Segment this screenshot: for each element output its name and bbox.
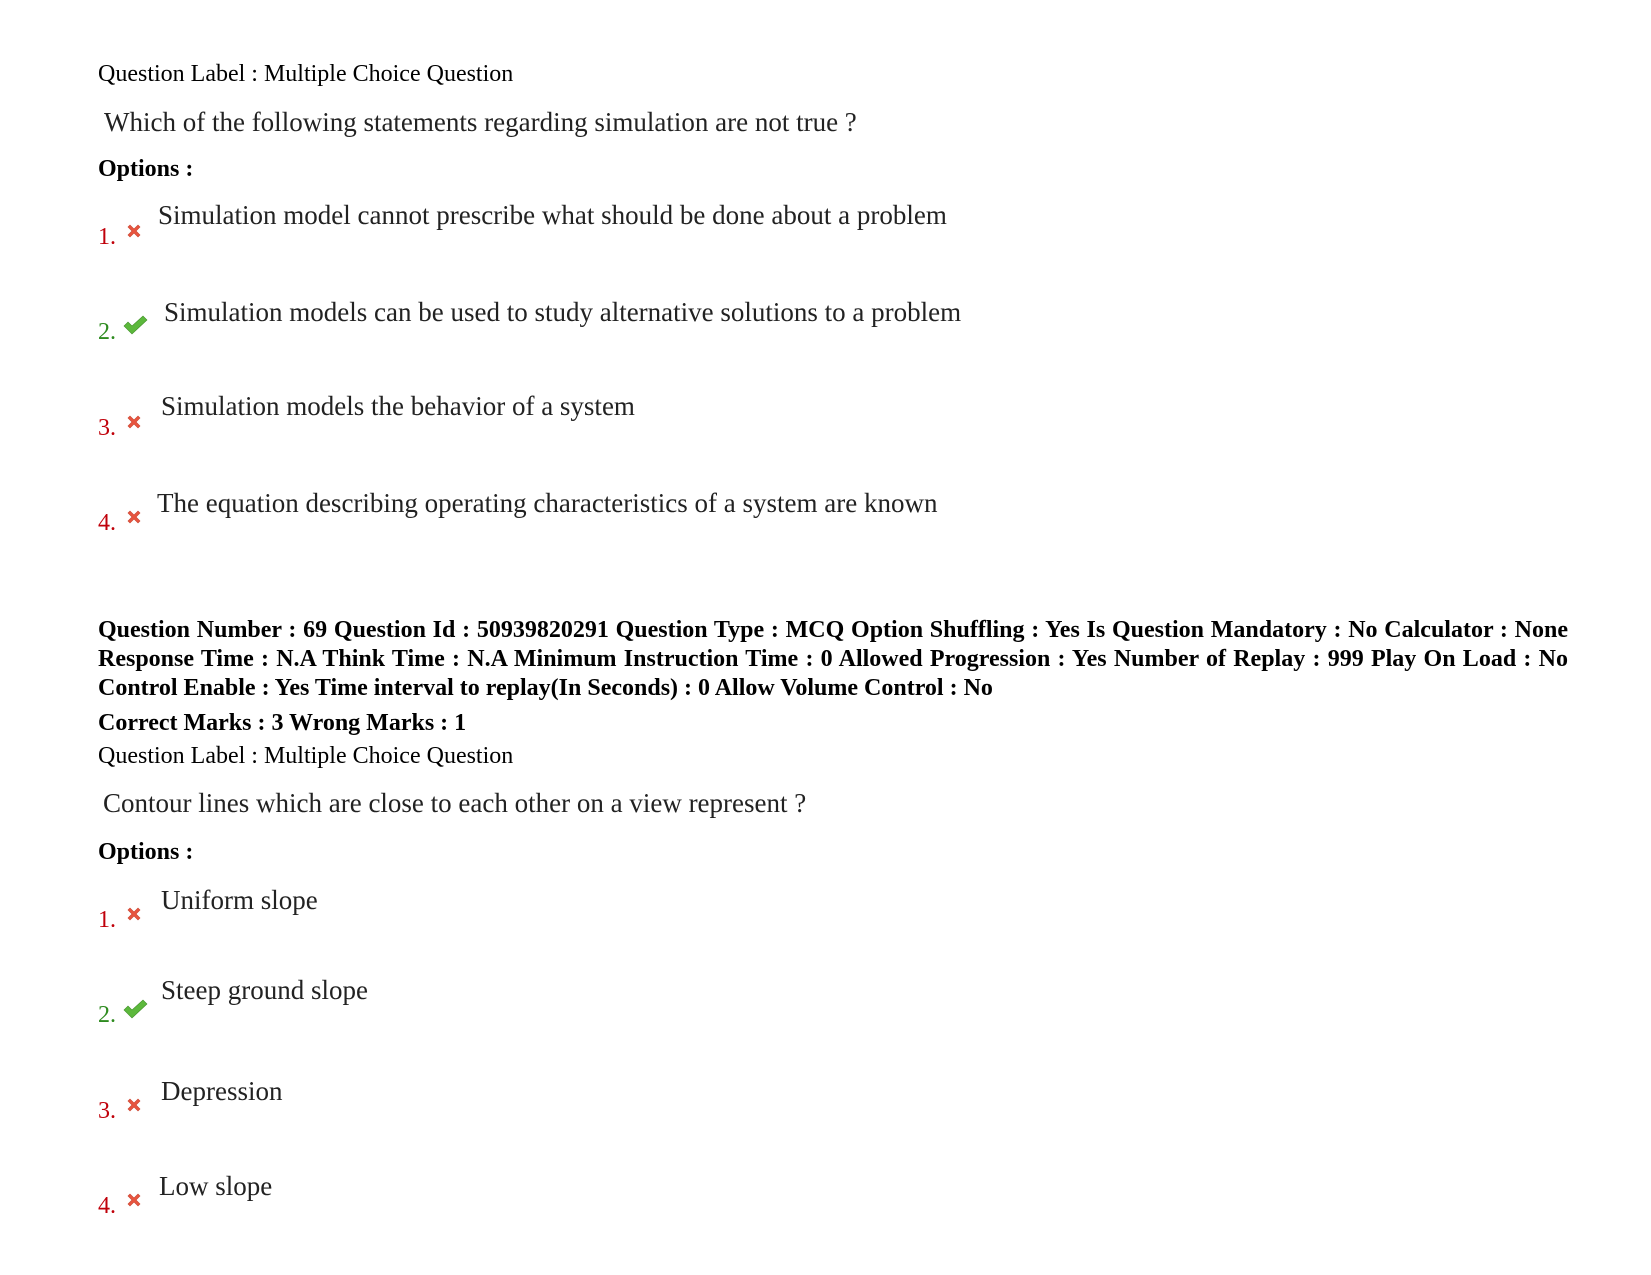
check-icon: [122, 998, 148, 1020]
question-label: Question Label : Multiple Choice Question: [98, 61, 514, 87]
cross-icon: [124, 412, 144, 432]
cross-icon: [124, 1095, 144, 1115]
question-text: Which of the following statements regarding simulation are not true ?: [104, 107, 857, 137]
option-number: 2.: [98, 1002, 116, 1028]
cross-icon: [124, 904, 144, 924]
question-text: Contour lines which are close to each other on a view represent ?: [103, 788, 807, 818]
option-text: Low slope: [159, 1171, 273, 1201]
option-number: 3.: [98, 1098, 116, 1124]
question-label: Question Label : Multiple Choice Question: [98, 743, 514, 769]
option-text: Simulation model cannot prescribe what should be done about a problem: [158, 200, 947, 230]
option-number: 3.: [98, 415, 116, 441]
marks-line: Correct Marks : 3 Wrong Marks : 1: [98, 710, 467, 736]
option-number: 2.: [98, 319, 116, 345]
option-number: 1.: [98, 224, 116, 250]
cross-icon: [124, 1190, 144, 1210]
cross-icon: [124, 507, 144, 527]
option-text: The equation describing operating characteristics of a system are known: [157, 488, 938, 518]
options-heading: Options :: [98, 156, 194, 182]
question-meta: Question Number : 69 Question Id : 50939820291 Question Type : MCQ Option Shuffling : Yes Is Question Mandatory : No Calculator : None Response Time : N.A Think Time : N.A Minimum Instruction Time : 0 Allowed Progression : Yes Number of Replay : 999 Play On Load : No Control Enable : Yes Time interval to replay(In Seconds) : 0 Allow Volume Control : No: [98, 617, 1568, 701]
check-icon: [122, 314, 148, 336]
options-heading: Options :: [98, 839, 194, 865]
option-number: 4.: [98, 510, 116, 536]
cross-icon: [124, 221, 144, 241]
option-text: Simulation models can be used to study alternative solutions to a problem: [164, 297, 962, 327]
option-text: Simulation models the behavior of a system: [161, 391, 635, 421]
option-text: Depression: [161, 1076, 283, 1106]
option-number: 1.: [98, 907, 116, 933]
option-number: 4.: [98, 1193, 116, 1219]
option-text: Steep ground slope: [161, 975, 368, 1005]
option-text: Uniform slope: [161, 885, 318, 915]
